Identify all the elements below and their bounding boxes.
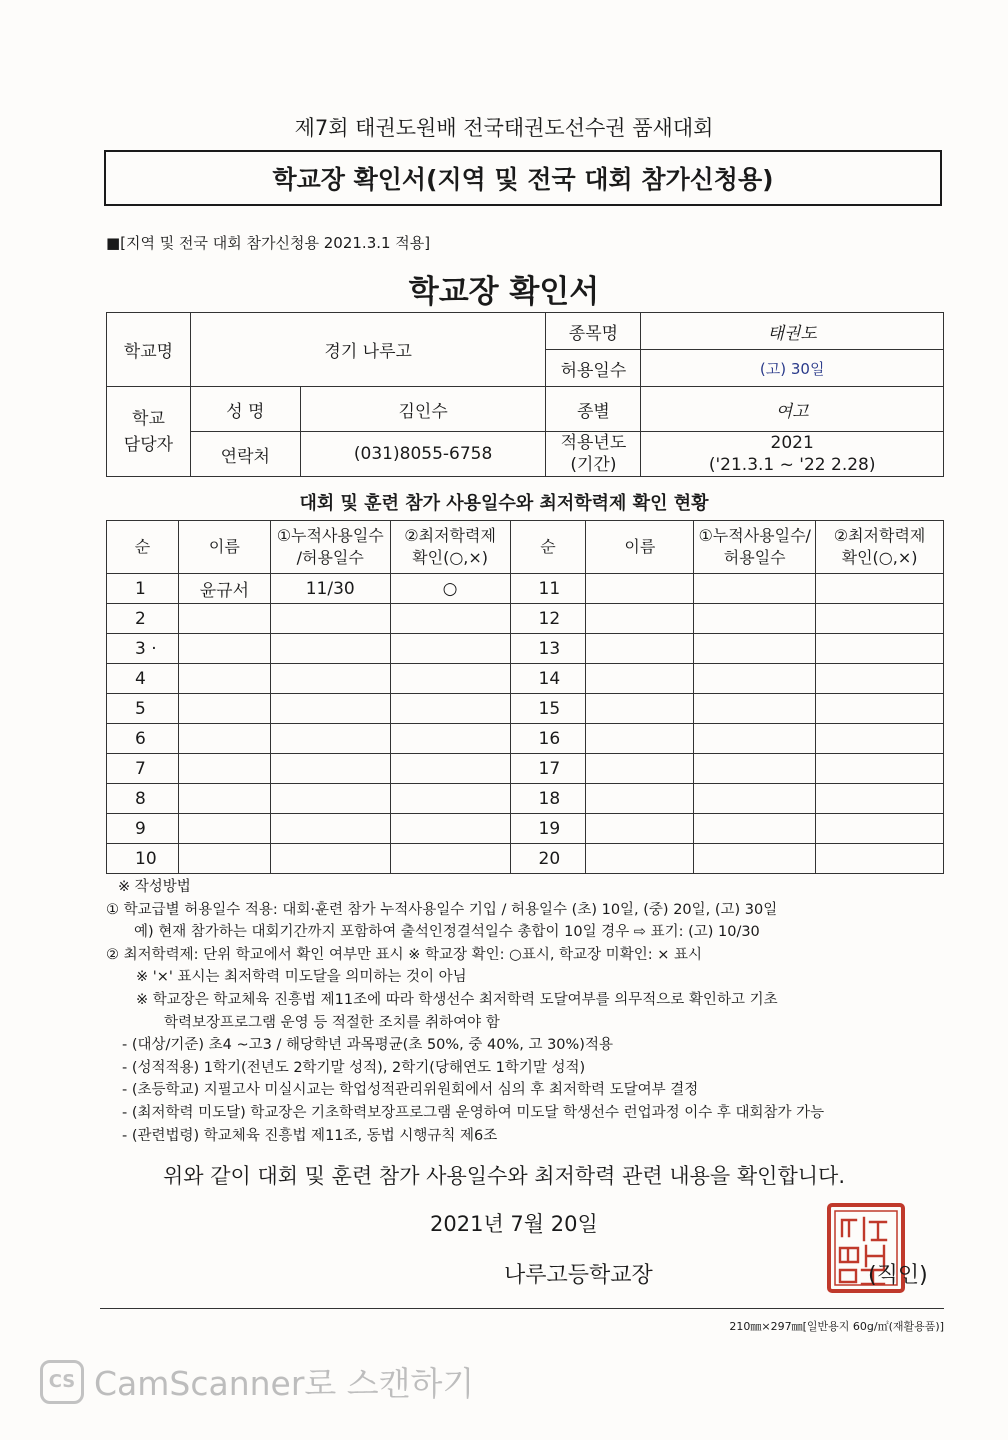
empty-cell [816,814,944,844]
instruction-line: ※ 학교장은 학교체육 진흥법 제11조에 따라 학생선수 최저학력 도달여부를 의무적으로 확인하고 기초 [136,991,778,1008]
table-row [107,724,944,754]
camscanner-watermark [40,1358,474,1405]
table-row [107,634,944,664]
row-name [178,634,270,664]
row-seq-right: 16 [510,724,586,754]
form-title [104,150,942,206]
row-check [390,604,510,634]
row-seq-right: 12 [510,604,586,634]
status-title: 대회 및 훈련 참가 사용일수와 최저학력제 확인 현황 [299,493,709,514]
sport-value: 태권도 [641,313,944,350]
row-seq-right: 20 [510,844,586,874]
empty-cell [586,844,694,874]
row-seq: 4 [107,664,179,694]
row-check [390,724,510,754]
table-row [107,784,944,814]
empty-cell [694,694,816,724]
confirmation-text: 위와 같이 대회 및 훈련 참가 사용일수와 최저학력 관련 내용을 확인합니다. [162,1164,845,1188]
row-seq: 6 [107,724,179,754]
row-days [270,724,390,754]
header-days-right: ①누적사용일수/ 허용일수 [694,521,816,574]
row-seq: 1 [107,574,179,604]
header-academic-left: ②최저학력제 확인(○,×) [390,521,510,574]
empty-cell [586,604,694,634]
row-name [178,784,270,814]
empty-cell [816,694,944,724]
year-value: 2021 [770,433,814,453]
empty-cell [694,844,816,874]
instruction-line: - (초등학교) 지필고사 미실시교는 학업성적관리위원회에서 심의 후 최저학력 도달여부 결정 [122,1082,699,1099]
empty-cell [694,634,816,664]
manager-label: 학교 담당자 [107,387,191,477]
table-row [107,814,944,844]
name-label: 성 명 [190,387,300,432]
row-days [270,694,390,724]
row-days [270,634,390,664]
row-name [178,814,270,844]
header-name-right: 이름 [586,521,694,574]
row-seq-right: 17 [510,754,586,784]
instruction-line: ① 학교급별 허용일수 적용: 대회·훈련 참가 누적사용일수 기입 / 허용일수 (초) 10일, (중) 20일, (고) 30일 [106,901,778,918]
instructions-heading: ※ 작성방법 [118,879,191,895]
empty-cell [694,604,816,634]
school-label: 학교명 [107,313,191,387]
camscanner-logo-icon: CS [40,1360,84,1404]
empty-cell [694,754,816,784]
empty-cell [816,634,944,664]
row-name [178,694,270,724]
division-label: 종별 [546,387,641,432]
table-row [107,844,944,874]
row-days [270,784,390,814]
empty-cell [816,724,944,754]
row-seq-right: 18 [510,784,586,814]
header-name-left: 이름 [178,521,270,574]
empty-cell [694,724,816,754]
empty-cell [694,574,816,604]
empty-cell [816,664,944,694]
row-days: 11/30 [270,574,390,604]
instruction-line: - (최저학력 미도달) 학교장은 기초학력보장프로그램 운영하여 미도달 학생선수 런업과정 이수 후 대회참가 가능 [122,1104,825,1121]
row-name [178,724,270,754]
instruction-line: ※ '×' 표시는 최저학력 미도달을 의미하는 것이 아님 [136,969,467,986]
instruction-line: ② 최저학력제: 단위 학교에서 확인 여부만 표시 ※ 학교장 확인: ○표시, 학교장 미확인: × 표시 [106,946,702,963]
watermark-text: CamScanner로 스캔하기 [94,1364,475,1403]
table-row [107,754,944,784]
contact-label: 연락처 [190,432,300,477]
row-check [390,754,510,784]
row-name: 윤규서 [178,574,270,604]
form-title-text: 학교장 확인서(지역 및 전국 대회 참가신청용) [272,165,774,194]
document-title: 학교장 확인서 [408,274,600,310]
row-check [390,784,510,814]
header-seq-left: 순 [107,521,179,574]
school-value: 경기 나루고 [190,313,546,387]
row-days [270,844,390,874]
row-name [178,664,270,694]
sport-label: 종목명 [546,313,641,350]
contact-value: (031)8055-6758 [300,432,546,477]
period-value: ('21.3.1 ~ '22 2.28) [708,455,876,475]
instruction-line: - (대상/기준) 초4 ~고3 / 해당학년 과목평균(초 50%, 중 40%, 고 30%)적용 [122,1037,613,1054]
row-seq: 10 [107,844,179,874]
row-seq: 3 · [107,634,179,664]
row-seq: 7 [107,754,179,784]
empty-cell [816,754,944,784]
seal-label: (직인) [868,1263,928,1288]
allowed-days-value: (고) 30일 [641,350,944,387]
event-title: 제7회 태권도원배 전국태권도선수권 품새대회 [294,116,714,140]
row-days [270,664,390,694]
paper-spec: 210㎜×297㎜[일반용지 60g/㎡(재활용품)] [729,1320,944,1333]
row-name [178,754,270,784]
empty-cell [694,664,816,694]
empty-cell [586,694,694,724]
row-name [178,844,270,874]
empty-cell [586,634,694,664]
row-seq-right: 14 [510,664,586,694]
name-value: 김인수 [300,387,546,432]
signing-date: 2021년 7월 20일 [430,1212,598,1236]
athlete-roster-table [106,520,944,874]
empty-cell [586,664,694,694]
row-check: ○ [390,574,510,604]
row-seq-right: 11 [510,574,586,604]
table-row [107,694,944,724]
row-seq: 2 [107,604,179,634]
row-check [390,694,510,724]
row-check [390,664,510,694]
row-check [390,844,510,874]
row-check [390,814,510,844]
instruction-line: - (관련법령) 학교체육 진흥법 제11조, 동법 시행규칙 제6조 [122,1127,498,1144]
empty-cell [586,784,694,814]
empty-cell [816,574,944,604]
row-days [270,604,390,634]
empty-cell [816,844,944,874]
empty-cell [586,754,694,784]
empty-cell [586,814,694,844]
header-days-left: ①누적사용일수 /허용일수 [270,521,390,574]
empty-cell [816,784,944,814]
row-days [270,814,390,844]
table-row [107,664,944,694]
table-row [107,574,944,604]
row-seq: 9 [107,814,179,844]
table-row [107,604,944,634]
row-name [178,604,270,634]
year-cell [641,432,944,477]
row-seq: 8 [107,784,179,814]
instruction-line: - (성적적용) 1학기(전년도 2학기말 성적), 2학기(당해연도 1학기말 성적) [122,1059,586,1076]
instruction-line: 예) 현재 참가하는 대회기간까지 포함하여 출석인정결석일수 총합이 10일 경우 ⇨ 표기: (고) 10/30 [134,924,760,941]
empty-cell [694,784,816,814]
application-note: ■[지역 및 전국 대회 참가신청용 2021.3.1 적용] [106,234,431,252]
instruction-line: 학력보장프로그램 운영 등 적절한 조치를 취하여야 함 [164,1014,500,1031]
row-seq-right: 15 [510,694,586,724]
row-check [390,634,510,664]
empty-cell [586,574,694,604]
header-academic-right: ②최저학력제 확인(○,×) [816,521,944,574]
header-seq-right: 순 [510,521,586,574]
allowed-days-label: 허용일수 [546,350,641,387]
year-label: 적용년도 (기간) [546,432,641,477]
row-seq-right: 19 [510,814,586,844]
school-info-table [106,312,944,477]
row-days [270,754,390,784]
empty-cell [816,604,944,634]
row-seq-right: 13 [510,634,586,664]
instructions [106,876,951,1147]
principal-name: 나루고등학교장 [504,1263,653,1288]
footer-divider [100,1308,944,1309]
empty-cell [694,814,816,844]
empty-cell [586,724,694,754]
division-value: 여고 [641,387,944,432]
row-seq: 5 [107,694,179,724]
